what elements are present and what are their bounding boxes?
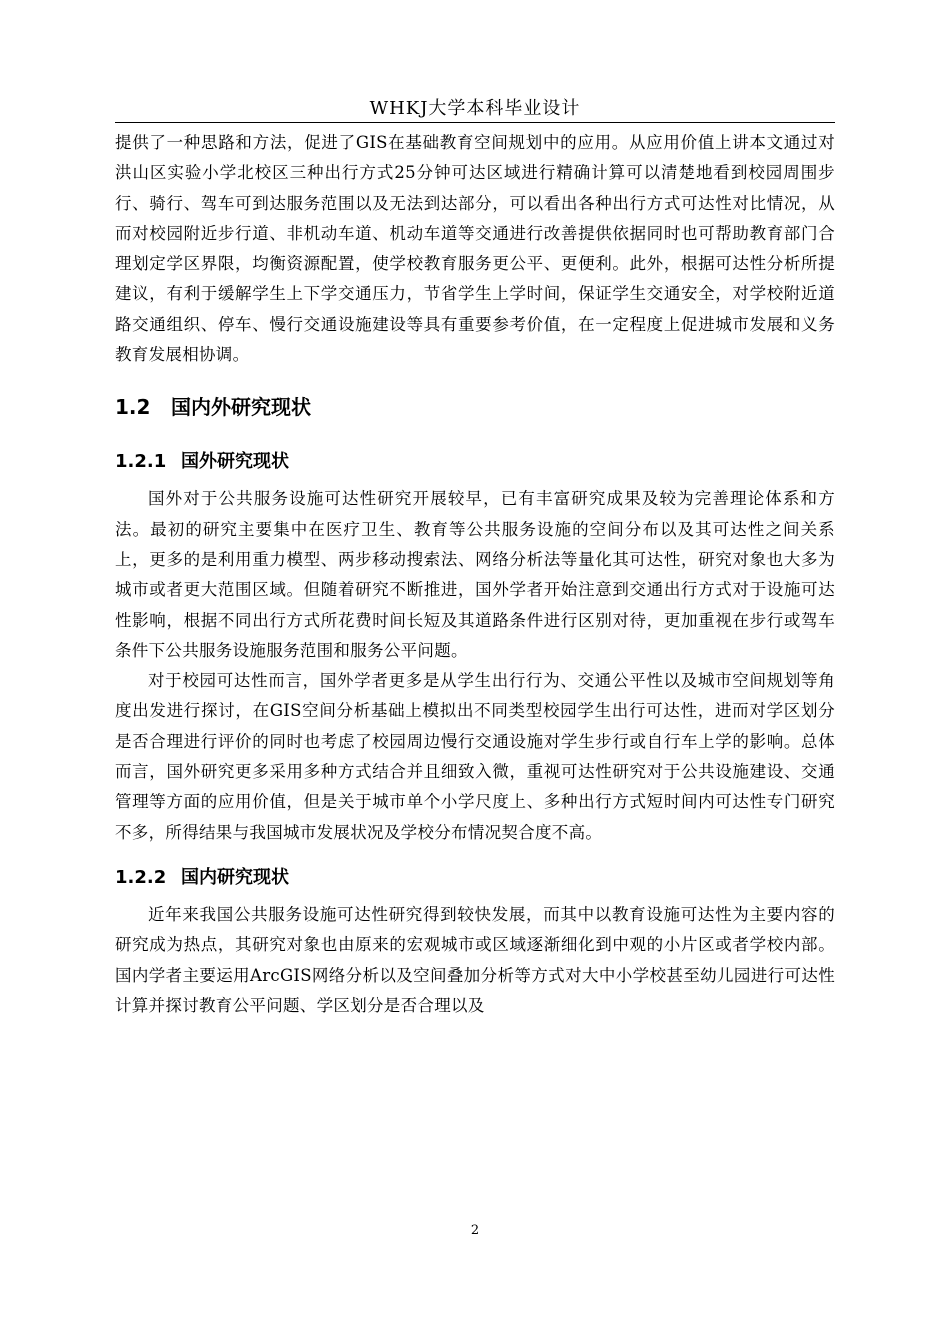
subsection-heading-1-2-1 (115, 440, 835, 484)
section-heading-1-2 (115, 382, 835, 432)
paragraph-intro-continued: 提供了一种思路和方法，促进了GIS在基础教育空间规划中的应用。从应用价值上讲本文通过对洪山区实验小学北校区三种出行方式25分钟可达区域进行精确计算可以清楚地看到校园周围步行、骑行、驾车可到达服务范围以及无法到达部分，可以看出各种出行方式可达性对比情况，从而对校园附近步行道、非机动车道、机动车道等交通进行改善提供依据同时也可帮助教育部门合理划定学区界限，均衡资源配置，使学校教育服务更公平、更便利。此外，根据可达性分析所提建议，有利于缓解学生上下学交通压力，节省学生上学时间，保证学生交通安全，对学校附近道路交通组织、停车、慢行交通设施建设等具有重要参考价值，在一定程度上促进城市发展和义务教育发展相协调。 (115, 133, 835, 365)
subsection-title: 国外研究现状 (181, 451, 289, 473)
section-number: 1.2 (115, 395, 151, 420)
page-number: 2 (470, 1223, 480, 1238)
paragraph-foreign-research-2: 对于校园可达性而言，国外学者更多是从学生出行行为、交通公平性以及城市空间规划等角度出发进行探讨，在GIS空间分析基础上模拟出不同类型校园学生出行可达性，进而对学区划分是否合理进行评价的同时也考虑了校园周边慢行交通设施对学生步行或自行车上学的影响。总体而言，国外研究更多采用多种方式结合并且细致入微，重视可达性研究对于公共设施建设、交通管理等方面的应用价值，但是关于城市单个小学尺度上、多种出行方式短时间内可达性专门研究不多，所得结果与我国城市发展状况及学校分布情况契合度不高。 (115, 671, 835, 842)
subsection-number: 1.2.2 (115, 866, 167, 888)
running-header: WHKJ大学本科毕业设计 (115, 96, 835, 123)
paragraph-foreign-research-1: 国外对于公共服务设施可达性研究开展较早，已有丰富研究成果及较为完善理论体系和方法。最初的研究主要集中在医疗卫生、教育等公共服务设施的空间分布以及其可达性之间关系上，更多的是利用重力模型、两步移动搜索法、网络分析法等量化其可达性，研究对象也大多为城市或者更大范围区域。但随着研究不断推进，国外学者开始注意到交通出行方式对于设施可达性影响，根据不同出行方式所花费时间长短及其道路条件进行区别对待，更加重视在步行或驾车条件下公共服务设施服务范围和服务公平问题。 (115, 489, 835, 660)
page-body (115, 128, 835, 1021)
section-title: 国内外研究现状 (171, 395, 311, 420)
subsection-heading-1-2-2 (115, 856, 835, 900)
subsection-number: 1.2.1 (115, 451, 167, 473)
paragraph-domestic-research: 近年来我国公共服务设施可达性研究得到较快发展，而其中以教育设施可达性为主要内容的研究成为热点，其研究对象也由原来的宏观城市或区域逐渐细化到中观的小片区或者学校内部。国内学者主要运用ArcGIS网络分析以及空间叠加分析等方式对大中小学校甚至幼儿园进行可达性计算并探讨教育公平问题、学区划分是否合理以及 (115, 904, 835, 1015)
subsection-title: 国内研究现状 (181, 866, 289, 888)
